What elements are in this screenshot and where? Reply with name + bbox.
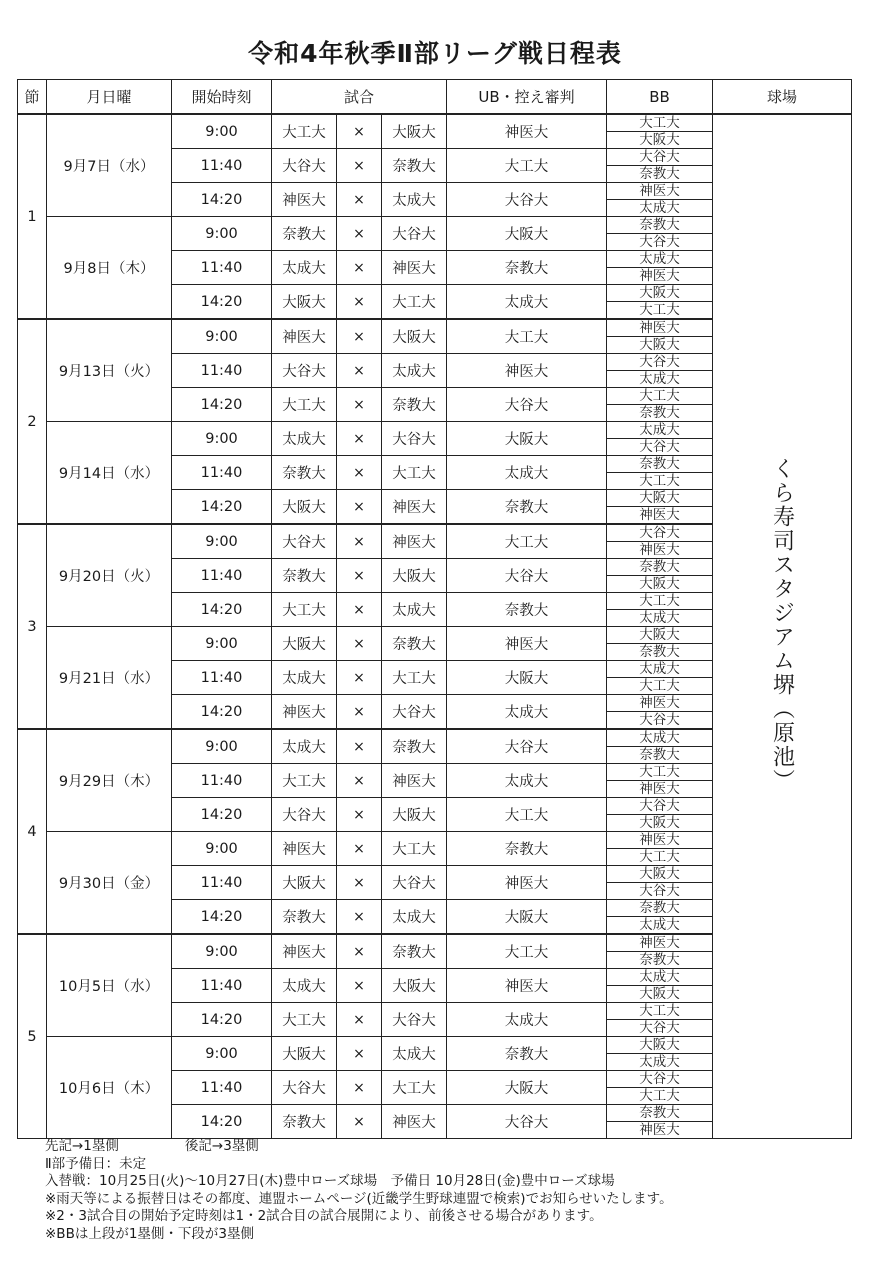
umpire-cell: 奈教大 bbox=[447, 1037, 607, 1071]
time-cell: 14:20 bbox=[172, 183, 272, 217]
time-cell: 14:20 bbox=[172, 285, 272, 320]
umpire-cell: 大工大 bbox=[447, 524, 607, 559]
vs-mark: × bbox=[337, 114, 382, 149]
time-cell: 11:40 bbox=[172, 661, 272, 695]
bb-cell bbox=[607, 149, 713, 183]
vs-mark: × bbox=[337, 217, 382, 251]
bb-cell bbox=[607, 456, 713, 490]
date-cell: 9月8日（木） bbox=[47, 217, 172, 320]
second-team-cell: 大谷大 bbox=[382, 217, 447, 251]
time-cell: 11:40 bbox=[172, 354, 272, 388]
time-cell: 14:20 bbox=[172, 593, 272, 627]
umpire-cell: 大阪大 bbox=[447, 217, 607, 251]
first-team-cell: 大谷大 bbox=[272, 354, 337, 388]
bb-first-base: 大工大 bbox=[607, 115, 712, 132]
bb-first-base: 大阪大 bbox=[607, 1037, 712, 1054]
second-team-cell: 奈教大 bbox=[382, 149, 447, 183]
vs-mark: × bbox=[337, 1003, 382, 1037]
time-cell: 9:00 bbox=[172, 627, 272, 661]
note-line-6: ※BBは上段が1塁側・下段が3塁側 bbox=[45, 1225, 255, 1242]
date-cell: 9月21日（水） bbox=[47, 627, 172, 730]
second-team-cell: 大阪大 bbox=[382, 798, 447, 832]
umpire-cell: 太成大 bbox=[447, 764, 607, 798]
umpire-cell: 大工大 bbox=[447, 798, 607, 832]
bb-third-base: 大谷大 bbox=[639, 883, 680, 899]
bb-cell bbox=[607, 354, 713, 388]
date-cell: 9月14日（水） bbox=[47, 422, 172, 525]
note-line-4: ※雨天等による振替日はその都度、連盟ホームページ(近畿学生野球連盟で検索)でお知らせいたします。 bbox=[45, 1190, 673, 1207]
bb-first-base: 神医大 bbox=[607, 320, 712, 337]
umpire-cell: 太成大 bbox=[447, 1003, 607, 1037]
first-team-cell: 太成大 bbox=[272, 661, 337, 695]
time-cell: 9:00 bbox=[172, 934, 272, 969]
first-team-cell: 太成大 bbox=[272, 251, 337, 285]
note-second-side: 後記→3塁側 bbox=[184, 1138, 259, 1154]
bb-cell bbox=[607, 661, 713, 695]
schedule-body bbox=[18, 114, 852, 1139]
date-cell: 9月29日（木） bbox=[47, 729, 172, 832]
vs-mark: × bbox=[337, 900, 382, 935]
bb-first-base: 大工大 bbox=[607, 388, 712, 405]
bb-cell bbox=[607, 285, 713, 320]
header-date: 月日曜 bbox=[47, 80, 172, 115]
bb-third-base: 大谷大 bbox=[639, 234, 680, 250]
time-cell: 9:00 bbox=[172, 422, 272, 456]
time-cell: 9:00 bbox=[172, 217, 272, 251]
bb-cell bbox=[607, 969, 713, 1003]
bb-cell bbox=[607, 388, 713, 422]
bb-third-base: 奈教大 bbox=[639, 952, 680, 968]
bb-third-base: 大工大 bbox=[639, 302, 680, 318]
bb-third-base: 大工大 bbox=[639, 678, 680, 694]
venue-cell bbox=[713, 114, 852, 1139]
time-cell: 11:40 bbox=[172, 559, 272, 593]
bb-third-base: 大阪大 bbox=[639, 576, 680, 592]
time-cell: 11:40 bbox=[172, 1071, 272, 1105]
page-title: 令和4年秋季Ⅱ部リーグ戦日程表 bbox=[248, 39, 622, 68]
time-cell: 11:40 bbox=[172, 866, 272, 900]
bb-third-base: 大阪大 bbox=[639, 337, 680, 353]
date-cell: 9月13日（火） bbox=[47, 319, 172, 422]
first-team-cell: 奈教大 bbox=[272, 217, 337, 251]
umpire-cell: 奈教大 bbox=[447, 593, 607, 627]
bb-third-base: 大工大 bbox=[639, 473, 680, 489]
vs-mark: × bbox=[337, 832, 382, 866]
venue-name: くら寿司スタジアム堺（原池） bbox=[769, 456, 795, 793]
second-team-cell: 奈教大 bbox=[382, 934, 447, 969]
umpire-cell: 奈教大 bbox=[447, 490, 607, 525]
bb-cell bbox=[607, 1003, 713, 1037]
umpire-cell: 神医大 bbox=[447, 866, 607, 900]
umpire-cell: 神医大 bbox=[447, 114, 607, 149]
bb-cell bbox=[607, 866, 713, 900]
note-line-3: 入替戦：10月25日(火)～10月27日(木)豊中ローズ球場 予備日 10月28日(金)豊中ローズ球場 bbox=[45, 1173, 615, 1189]
first-team-cell: 大阪大 bbox=[272, 627, 337, 661]
time-cell: 9:00 bbox=[172, 524, 272, 559]
setsu-cell: 4 bbox=[18, 729, 47, 934]
vs-mark: × bbox=[337, 627, 382, 661]
game-row bbox=[18, 114, 852, 149]
first-team-cell: 神医大 bbox=[272, 832, 337, 866]
bb-cell bbox=[607, 1037, 713, 1071]
vs-mark: × bbox=[337, 456, 382, 490]
umpire-cell: 太成大 bbox=[447, 695, 607, 730]
vs-mark: × bbox=[337, 183, 382, 217]
first-team-cell: 大工大 bbox=[272, 1003, 337, 1037]
first-team-cell: 大阪大 bbox=[272, 1037, 337, 1071]
bb-third-base: 太成大 bbox=[639, 371, 680, 387]
umpire-cell: 神医大 bbox=[447, 627, 607, 661]
bb-cell bbox=[607, 490, 713, 525]
time-cell: 11:40 bbox=[172, 456, 272, 490]
vs-mark: × bbox=[337, 1037, 382, 1071]
bb-third-base: 大阪大 bbox=[639, 986, 680, 1002]
bb-third-base: 太成大 bbox=[639, 917, 680, 933]
first-team-cell: 大阪大 bbox=[272, 490, 337, 525]
time-cell: 14:20 bbox=[172, 798, 272, 832]
second-team-cell: 大阪大 bbox=[382, 559, 447, 593]
vs-mark: × bbox=[337, 695, 382, 730]
time-cell: 14:20 bbox=[172, 1105, 272, 1139]
bb-first-base: 奈教大 bbox=[607, 900, 712, 917]
first-team-cell: 奈教大 bbox=[272, 1105, 337, 1139]
setsu-cell: 2 bbox=[18, 319, 47, 524]
bb-first-base: 奈教大 bbox=[607, 456, 712, 473]
second-team-cell: 神医大 bbox=[382, 1105, 447, 1139]
time-cell: 11:40 bbox=[172, 149, 272, 183]
header-venue: 球場 bbox=[713, 80, 852, 115]
bb-third-base: 太成大 bbox=[639, 610, 680, 626]
bb-first-base: 大阪大 bbox=[607, 285, 712, 302]
bb-cell bbox=[607, 1071, 713, 1105]
bb-cell bbox=[607, 251, 713, 285]
umpire-cell: 太成大 bbox=[447, 456, 607, 490]
vs-mark: × bbox=[337, 524, 382, 559]
bb-third-base: 神医大 bbox=[639, 268, 680, 284]
second-team-cell: 大工大 bbox=[382, 285, 447, 320]
bb-cell bbox=[607, 559, 713, 593]
vs-mark: × bbox=[337, 149, 382, 183]
second-team-cell: 大工大 bbox=[382, 1071, 447, 1105]
vs-mark: × bbox=[337, 798, 382, 832]
second-team-cell: 大谷大 bbox=[382, 695, 447, 730]
bb-cell bbox=[607, 695, 713, 730]
umpire-cell: 大阪大 bbox=[447, 661, 607, 695]
second-team-cell: 神医大 bbox=[382, 251, 447, 285]
umpire-cell: 太成大 bbox=[447, 285, 607, 320]
second-team-cell: 大工大 bbox=[382, 832, 447, 866]
first-team-cell: 大谷大 bbox=[272, 798, 337, 832]
vs-mark: × bbox=[337, 490, 382, 525]
first-team-cell: 太成大 bbox=[272, 729, 337, 764]
bb-third-base: 神医大 bbox=[639, 507, 680, 523]
vs-mark: × bbox=[337, 764, 382, 798]
second-team-cell: 大谷大 bbox=[382, 422, 447, 456]
bb-cell bbox=[607, 900, 713, 935]
bb-cell bbox=[607, 1105, 713, 1139]
bb-cell bbox=[607, 114, 713, 149]
bb-third-base: 太成大 bbox=[639, 1054, 680, 1070]
bb-third-base: 奈教大 bbox=[639, 644, 680, 660]
date-cell: 9月7日（水） bbox=[47, 114, 172, 217]
setsu-cell: 3 bbox=[18, 524, 47, 729]
bb-first-base: 大工大 bbox=[607, 1003, 712, 1020]
setsu-cell: 1 bbox=[18, 114, 47, 319]
umpire-cell: 大谷大 bbox=[447, 729, 607, 764]
second-team-cell: 太成大 bbox=[382, 1037, 447, 1071]
bb-first-base: 奈教大 bbox=[607, 217, 712, 234]
date-cell: 10月6日（木） bbox=[47, 1037, 172, 1139]
bb-first-base: 大谷大 bbox=[607, 1071, 712, 1088]
umpire-cell: 大阪大 bbox=[447, 900, 607, 935]
bb-third-base: 奈教大 bbox=[639, 166, 680, 182]
bb-third-base: 大谷大 bbox=[639, 439, 680, 455]
bb-first-base: 大工大 bbox=[607, 593, 712, 610]
vs-mark: × bbox=[337, 354, 382, 388]
umpire-cell: 大阪大 bbox=[447, 422, 607, 456]
bb-third-base: 太成大 bbox=[639, 200, 680, 216]
time-cell: 14:20 bbox=[172, 388, 272, 422]
time-cell: 11:40 bbox=[172, 969, 272, 1003]
time-cell: 9:00 bbox=[172, 832, 272, 866]
note-first-side: 先記→1塁側 bbox=[45, 1138, 119, 1154]
header-row bbox=[18, 80, 852, 115]
vs-mark: × bbox=[337, 388, 382, 422]
second-team-cell: 奈教大 bbox=[382, 729, 447, 764]
bb-first-base: 太成大 bbox=[607, 251, 712, 268]
bb-first-base: 大谷大 bbox=[607, 798, 712, 815]
vs-mark: × bbox=[337, 1071, 382, 1105]
bb-third-base: 奈教大 bbox=[639, 405, 680, 421]
notes bbox=[45, 1138, 673, 1243]
bb-cell bbox=[607, 319, 713, 354]
header-setsu: 節 bbox=[18, 80, 47, 115]
vs-mark: × bbox=[337, 593, 382, 627]
second-team-cell: 太成大 bbox=[382, 900, 447, 935]
vs-mark: × bbox=[337, 866, 382, 900]
date-cell: 10月5日（水） bbox=[47, 934, 172, 1037]
time-cell: 14:20 bbox=[172, 1003, 272, 1037]
time-cell: 14:20 bbox=[172, 695, 272, 730]
first-team-cell: 大工大 bbox=[272, 593, 337, 627]
umpire-cell: 大工大 bbox=[447, 149, 607, 183]
second-team-cell: 神医大 bbox=[382, 764, 447, 798]
bb-first-base: 太成大 bbox=[607, 661, 712, 678]
bb-first-base: 大阪大 bbox=[607, 627, 712, 644]
second-team-cell: 神医大 bbox=[382, 524, 447, 559]
second-team-cell: 太成大 bbox=[382, 183, 447, 217]
first-team-cell: 太成大 bbox=[272, 969, 337, 1003]
second-team-cell: 太成大 bbox=[382, 593, 447, 627]
vs-mark: × bbox=[337, 1105, 382, 1139]
time-cell: 14:20 bbox=[172, 490, 272, 525]
first-team-cell: 神医大 bbox=[272, 319, 337, 354]
bb-cell bbox=[607, 183, 713, 217]
umpire-cell: 大谷大 bbox=[447, 388, 607, 422]
bb-first-base: 奈教大 bbox=[607, 559, 712, 576]
vs-mark: × bbox=[337, 422, 382, 456]
bb-first-base: 大谷大 bbox=[607, 354, 712, 371]
time-cell: 9:00 bbox=[172, 114, 272, 149]
bb-cell bbox=[607, 217, 713, 251]
vs-mark: × bbox=[337, 661, 382, 695]
first-team-cell: 神医大 bbox=[272, 934, 337, 969]
bb-first-base: 奈教大 bbox=[607, 1105, 712, 1122]
header-time: 開始時刻 bbox=[172, 80, 272, 115]
first-team-cell: 大谷大 bbox=[272, 1071, 337, 1105]
bb-third-base: 奈教大 bbox=[639, 747, 680, 763]
setsu-cell: 5 bbox=[18, 934, 47, 1139]
schedule-table bbox=[17, 79, 852, 1139]
second-team-cell: 大谷大 bbox=[382, 866, 447, 900]
bb-third-base: 大阪大 bbox=[639, 132, 680, 148]
bb-third-base: 神医大 bbox=[639, 542, 680, 558]
umpire-cell: 神医大 bbox=[447, 354, 607, 388]
bb-third-base: 神医大 bbox=[639, 1122, 680, 1138]
date-cell: 9月30日（金） bbox=[47, 832, 172, 935]
bb-first-base: 太成大 bbox=[607, 730, 712, 747]
first-team-cell: 奈教大 bbox=[272, 456, 337, 490]
second-team-cell: 大阪大 bbox=[382, 319, 447, 354]
bb-cell bbox=[607, 764, 713, 798]
second-team-cell: 大工大 bbox=[382, 456, 447, 490]
bb-first-base: 神医大 bbox=[607, 832, 712, 849]
first-team-cell: 奈教大 bbox=[272, 559, 337, 593]
header-umpire: UB・控え審判 bbox=[447, 80, 607, 115]
bb-first-base: 大阪大 bbox=[607, 866, 712, 883]
bb-first-base: 太成大 bbox=[607, 422, 712, 439]
bb-third-base: 大阪大 bbox=[639, 815, 680, 831]
note-line-5: ※2・3試合目の開始予定時刻は1・2試合目の試合展開により、前後させる場合があります。 bbox=[45, 1208, 603, 1224]
umpire-cell: 大谷大 bbox=[447, 559, 607, 593]
vs-mark: × bbox=[337, 251, 382, 285]
umpire-cell: 神医大 bbox=[447, 969, 607, 1003]
time-cell: 9:00 bbox=[172, 319, 272, 354]
bb-cell bbox=[607, 593, 713, 627]
first-team-cell: 大工大 bbox=[272, 764, 337, 798]
header-bb: BB bbox=[607, 80, 713, 115]
bb-first-base: 太成大 bbox=[607, 969, 712, 986]
second-team-cell: 大阪大 bbox=[382, 114, 447, 149]
bb-cell bbox=[607, 422, 713, 456]
note-line-2: Ⅱ部予備日：未定 bbox=[45, 1155, 147, 1172]
umpire-cell: 大谷大 bbox=[447, 183, 607, 217]
umpire-cell: 奈教大 bbox=[447, 832, 607, 866]
first-team-cell: 大阪大 bbox=[272, 285, 337, 320]
bb-first-base: 大阪大 bbox=[607, 490, 712, 507]
first-team-cell: 太成大 bbox=[272, 422, 337, 456]
time-cell: 9:00 bbox=[172, 729, 272, 764]
umpire-cell: 大阪大 bbox=[447, 1071, 607, 1105]
bb-first-base: 大工大 bbox=[607, 764, 712, 781]
umpire-cell: 大工大 bbox=[447, 934, 607, 969]
first-team-cell: 大谷大 bbox=[272, 524, 337, 559]
second-team-cell: 大工大 bbox=[382, 661, 447, 695]
bb-third-base: 大工大 bbox=[639, 1088, 680, 1104]
bb-cell bbox=[607, 729, 713, 764]
first-team-cell: 奈教大 bbox=[272, 900, 337, 935]
second-team-cell: 太成大 bbox=[382, 354, 447, 388]
bb-first-base: 神医大 bbox=[607, 695, 712, 712]
first-team-cell: 大工大 bbox=[272, 114, 337, 149]
first-team-cell: 大工大 bbox=[272, 388, 337, 422]
first-team-cell: 大阪大 bbox=[272, 866, 337, 900]
vs-mark: × bbox=[337, 729, 382, 764]
bb-third-base: 大工大 bbox=[639, 849, 680, 865]
bb-third-base: 大谷大 bbox=[639, 1020, 680, 1036]
vs-mark: × bbox=[337, 934, 382, 969]
second-team-cell: 奈教大 bbox=[382, 627, 447, 661]
bb-cell bbox=[607, 798, 713, 832]
time-cell: 9:00 bbox=[172, 1037, 272, 1071]
note-line-1 bbox=[45, 1138, 673, 1156]
bb-third-base: 大谷大 bbox=[639, 712, 680, 728]
bb-first-base: 神医大 bbox=[607, 183, 712, 200]
umpire-cell: 奈教大 bbox=[447, 251, 607, 285]
second-team-cell: 奈教大 bbox=[382, 388, 447, 422]
bb-cell bbox=[607, 832, 713, 866]
first-team-cell: 神医大 bbox=[272, 695, 337, 730]
bb-cell bbox=[607, 524, 713, 559]
umpire-cell: 大谷大 bbox=[447, 1105, 607, 1139]
first-team-cell: 神医大 bbox=[272, 183, 337, 217]
vs-mark: × bbox=[337, 969, 382, 1003]
second-team-cell: 大阪大 bbox=[382, 969, 447, 1003]
bb-first-base: 神医大 bbox=[607, 935, 712, 952]
bb-first-base: 大谷大 bbox=[607, 525, 712, 542]
umpire-cell: 大工大 bbox=[447, 319, 607, 354]
vs-mark: × bbox=[337, 319, 382, 354]
bb-first-base: 大谷大 bbox=[607, 149, 712, 166]
first-team-cell: 大谷大 bbox=[272, 149, 337, 183]
vs-mark: × bbox=[337, 559, 382, 593]
time-cell: 11:40 bbox=[172, 251, 272, 285]
bb-third-base: 神医大 bbox=[639, 781, 680, 797]
second-team-cell: 神医大 bbox=[382, 490, 447, 525]
header-match: 試合 bbox=[272, 80, 447, 115]
time-cell: 11:40 bbox=[172, 764, 272, 798]
bb-cell bbox=[607, 627, 713, 661]
second-team-cell: 大谷大 bbox=[382, 1003, 447, 1037]
vs-mark: × bbox=[337, 285, 382, 320]
time-cell: 14:20 bbox=[172, 900, 272, 935]
bb-cell bbox=[607, 934, 713, 969]
date-cell: 9月20日（火） bbox=[47, 524, 172, 627]
